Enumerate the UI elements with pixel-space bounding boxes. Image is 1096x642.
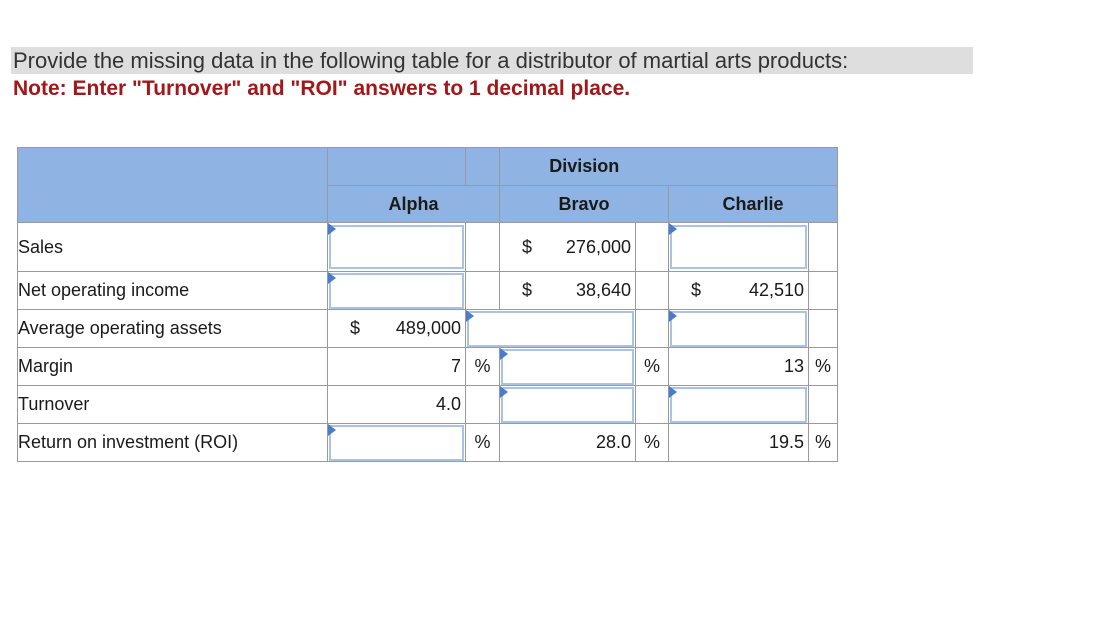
alpha-average-operating-assets-value: 489,000	[395, 318, 461, 338]
percent-symbol: %	[466, 348, 500, 386]
percent-symbol: %	[809, 424, 838, 462]
table-row-roi	[18, 424, 838, 462]
bravo-turnover-input[interactable]	[501, 387, 634, 423]
marker-icon	[328, 223, 336, 235]
row-label-roi: Return on investment (ROI)	[18, 424, 328, 462]
charlie-average-operating-assets-input[interactable]	[670, 311, 807, 347]
charlie-margin-value: 13	[669, 348, 809, 386]
percent-symbol: %	[636, 348, 669, 386]
row-label-sales: Sales	[18, 223, 328, 272]
bravo-average-operating-assets-input[interactable]	[467, 311, 634, 347]
currency-symbol: $	[691, 280, 702, 300]
alpha-roi-input[interactable]	[329, 425, 464, 461]
charlie-roi-value: 19.5	[669, 424, 809, 462]
instructions-text: Provide the missing data in the following table for a distributor of martial arts products:	[11, 47, 973, 74]
alpha-turnover-value: 4.0	[328, 386, 466, 424]
alpha-margin-value: 7	[328, 348, 466, 386]
marker-icon	[328, 424, 336, 436]
marker-icon	[500, 386, 508, 398]
marker-icon	[328, 272, 336, 284]
roi-table	[17, 147, 838, 462]
row-label-average-operating-assets: Average operating assets	[18, 310, 328, 348]
currency-symbol: $	[350, 318, 361, 338]
marker-icon	[500, 348, 508, 360]
charlie-turnover-input[interactable]	[670, 387, 807, 423]
note-text: Note: Enter "Turnover" and "ROI" answers to 1 decimal place.	[13, 77, 631, 100]
percent-symbol: %	[636, 424, 669, 462]
marker-icon	[669, 223, 677, 235]
table-row-margin	[18, 348, 838, 386]
bravo-margin-input[interactable]	[501, 349, 634, 385]
row-label-turnover: Turnover	[18, 386, 328, 424]
table-row-sales	[18, 223, 838, 272]
table-row-turnover	[18, 386, 838, 424]
bravo-sales-value: 276,000	[565, 236, 631, 257]
column-header-bravo: Bravo	[500, 186, 669, 223]
currency-symbol: $	[522, 236, 533, 257]
marker-icon	[669, 386, 677, 398]
charlie-net-operating-income-value: 42,510	[748, 280, 804, 300]
bravo-net-operating-income-value: 38,640	[575, 280, 631, 300]
header-spacer-alpha	[328, 148, 466, 186]
marker-icon	[669, 310, 677, 322]
column-header-charlie: Charlie	[669, 186, 838, 223]
division-header: Division	[500, 148, 669, 186]
column-header-alpha: Alpha	[328, 186, 500, 223]
row-label-net-operating-income: Net operating income	[18, 272, 328, 310]
bravo-roi-value: 28.0	[500, 424, 636, 462]
currency-symbol: $	[522, 280, 533, 300]
row-label-margin: Margin	[18, 348, 328, 386]
percent-symbol: %	[466, 424, 500, 462]
alpha-sales-input[interactable]	[329, 225, 464, 269]
marker-icon	[466, 310, 474, 322]
alpha-net-operating-income-input[interactable]	[329, 273, 464, 309]
table-row-average-operating-assets	[18, 310, 838, 348]
header-blank	[18, 148, 328, 223]
charlie-sales-input[interactable]	[670, 225, 807, 269]
percent-symbol: %	[809, 348, 838, 386]
table-row-net-operating-income	[18, 272, 838, 310]
